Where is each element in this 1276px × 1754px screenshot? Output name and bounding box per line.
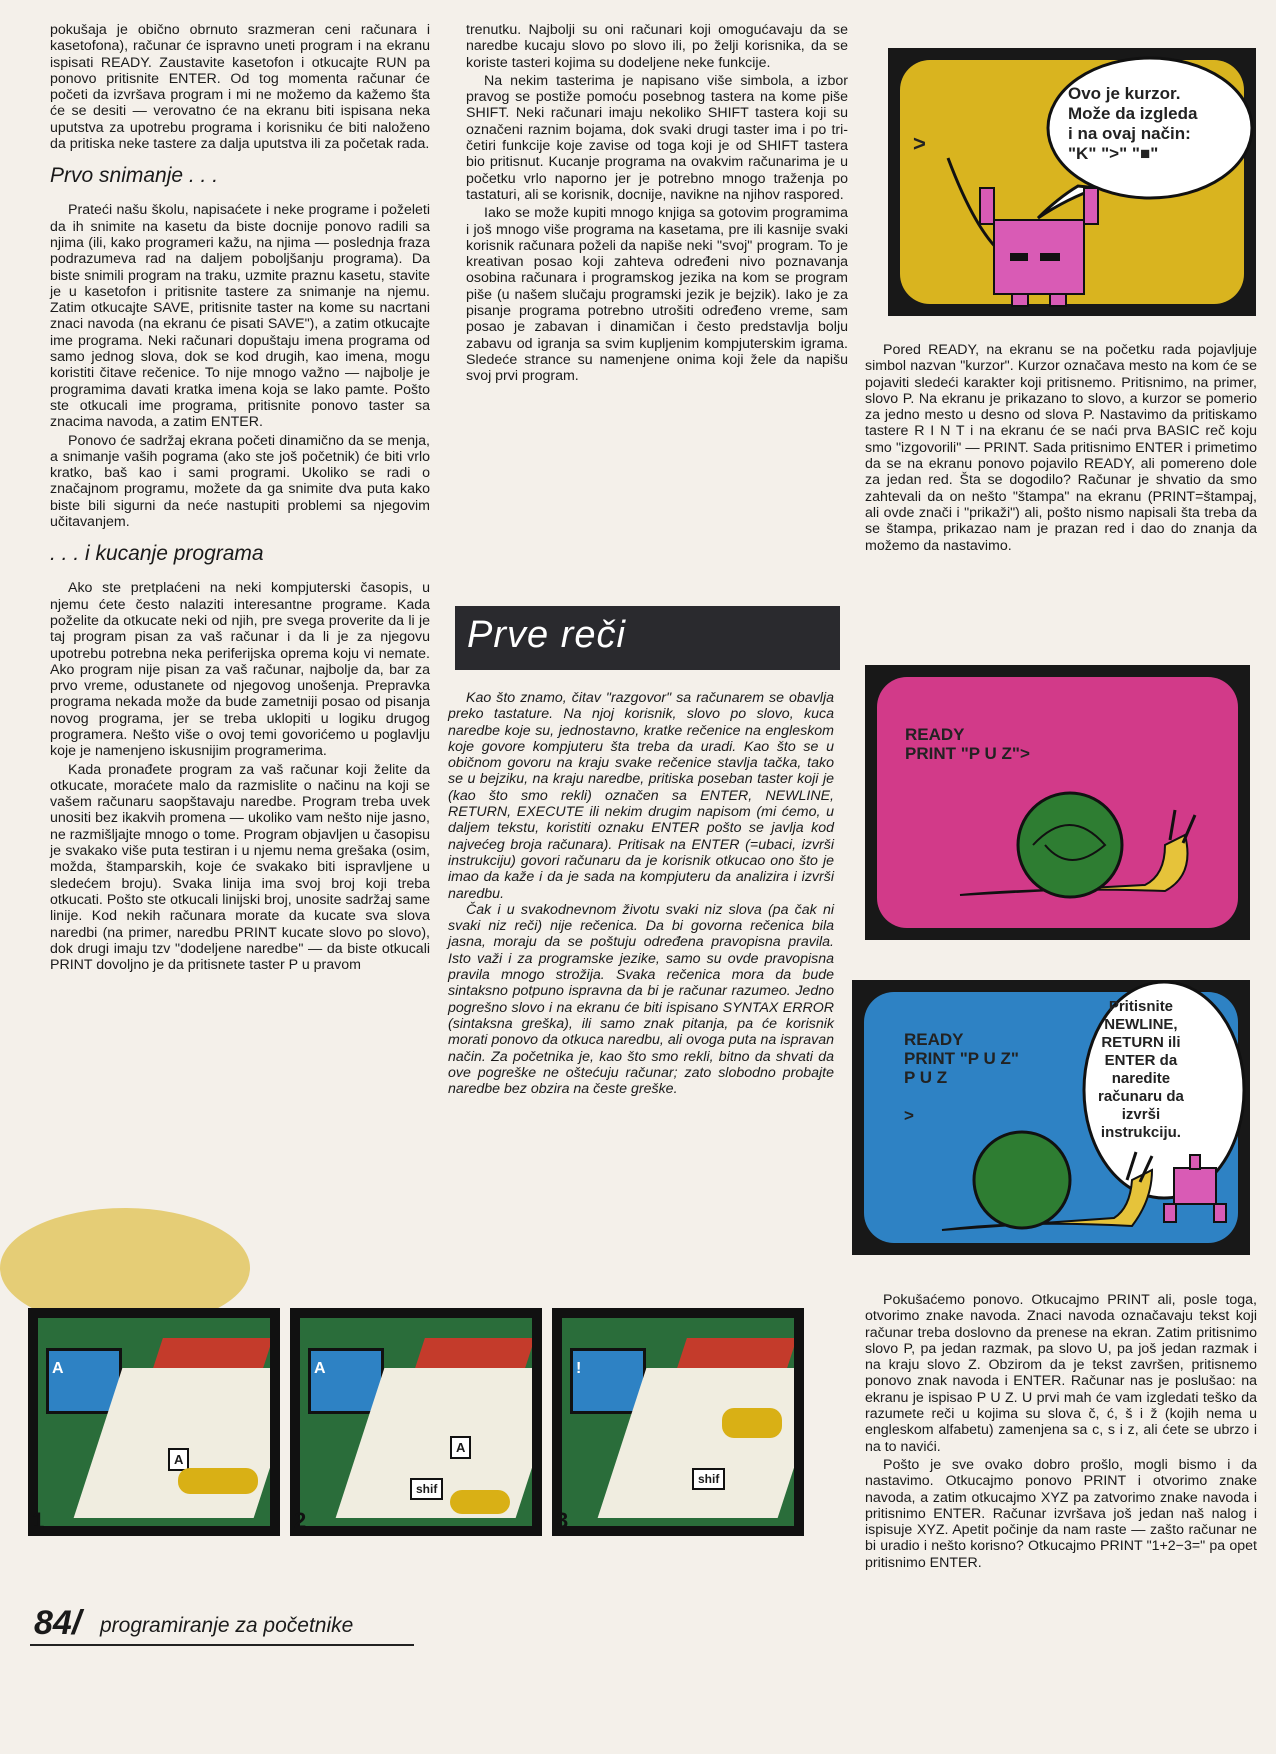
page-footer <box>30 1604 414 1646</box>
running-title: programiranje za početnike <box>100 1614 354 1637</box>
paragraph: Pokušaćemo ponovo. Otkucajmo PRINT ali, posle toga, otvorimo znake navoda. Znaci navoda označavaju tekst koji računar treba doslovno da prenese na ekran. Zatim pritisnimo slovo P, pa jedan razmak, pa slovo U, pa još jedan razmak i na kraju slovo Z. Obzirom da je tekst završen, pritisnemo ponovo znak navoda i ENTER. Računar nas je poslušao: na ekranu je ispisao P U Z. U prvi mah će vam izgledati teško da razumete reči u kojima su slova č, ć, š i ž (kojih nema u engleskom alfabetu) zamenjena sa c, s i z, ali ćete se ubrzo i na to navići. <box>865 1292 1257 1455</box>
section-intro <box>448 690 834 1097</box>
step-number: 2 <box>294 1508 307 1533</box>
paragraph: Prateći našu školu, napisaćete i neke programe i poželeti da ih snimite na kasetu da biste docnije ponovo radili sa njima (ili, kako programeri kažu, na njima — poslednja fraza podrazumeva rad na daljem poboljšanju programa). Da biste snimili program na traku, uzmite praznu kasetu, stavite je u kasetofon i pritisnite tastere za snimanje na njemu. Zatim otkucajte SAVE, pritisnite taster na kome su nacrtani znaci navoda (na ekranu će pisati SAVE"), a zatim otkucajte ime programa. Neki računari dopuštaju imena programa od samo jednog slova, dok se kod drugih, kao imena, mogu koristiti čitave rečenice. To nije mnogo važno — najbolje je programima davati kratka imena koja se lako pamte. Pošto ste otkucali ime programa, pritisnite ponovo taster sa znacima navoda, a zatim ENTER. <box>50 202 430 431</box>
illustration-cursor <box>888 48 1256 316</box>
screen-char: A <box>314 1360 326 1377</box>
paragraph: Pored READY, na ekranu se na početku rada pojavljuje simbol nazvan "kurzor". Kurzor označava mesto na kom će se pojaviti sledeći karakter koji pritisnemo. Pritisnimo, na primer, slovo P. Na ekranu je prikazano to slovo, a kurzor se pomerio za jedno mesto u desno od slova P. Nastavimo da pritiskamo tastere R I N T i na ekranu će se naći prva BASIC reč koju smo "izgovorili" — PRINT. Sada pritisnimo ENTER i primetimo da se na ekranu ponovo pojavilo READY, ali pomereno dole za jedan red. Šta se dogodilo? Računar je shvatio da smo zahtevali da on nešto "štampa" na ekranu (PRINT=štampaj, ali ovde znači i "prikaži") ali, pošto nismo napisali šta treba da se štampa, prikazao nam je prazan red i dao do znanja da možemo da nastavimo. <box>865 342 1257 554</box>
illustration-screen-print <box>865 665 1250 940</box>
key-shift: shif <box>410 1478 443 1500</box>
paragraph: Kada pronađete program za vaš računar koji želite da otkucate, moraćete malo da razmislite o načinu na koji se vašem računaru saopštavaju naredbe. Program treba uvek unositi bez ikakvih promena — ukoliko vam nešto nije jasno, ne razmišljajte mnogo o tome. Program objavljen u časopisu je svakako više puta testiran i u njemu nema grešaka (osim, možda, štamparskih, koje će svakako biti ispravljene u sledećem broju). Svaka linija ima svoj broj koji treba otkucati. Pošto ste otkucali linijski broj, unosite sadržaj same linije. Kod nekih računara morate da kucate sva slova naredbi (na primer, naredbu PRINT kucate slovo po slovo), dok drugi imaju tzv "dodeljene naredbe" — da biste otkucali PRINT dovoljno je da pritisnete taster P u pravom <box>50 761 430 974</box>
paragraph: Kao što znamo, čitav "razgovor" sa računarem se obavlja preko tastature. Na njoj korisnik, slovo po slovo, kuca naredbe koje su, jednostavno, kratke rečenice na engleskom koje govore kompjuteru šta treba da uradi. Kao što se u običnom govoru na kraju svake rečenice stavlja tačka, tako se u bejziku, na kraju naredbe, pritiska poseban taster koji je (kao što smo rekli) označen sa ENTER, NEWLINE, RETURN, EXECUTE ili nekim drugim napisom (mi ćemo, u daljem tekstu, koristiti oznaku ENTER pošto se javlja kod najvećeg broja računara). Pritisak na ENTER (=ubaci, izvrši instrukciju) govori računaru da je korisnik otkucao ono što je imao da kaže i da je sada na kompjuteru da analizira i izvrši naredbu. <box>448 690 834 902</box>
screen-text: READY PRINT "P U Z"> <box>905 725 1030 763</box>
illustration-screen-output <box>852 980 1250 1255</box>
article-column-3 <box>865 342 1257 556</box>
article-column-1 <box>50 22 430 975</box>
step-number: 3 <box>556 1508 569 1533</box>
key-shift: shif <box>692 1468 725 1490</box>
paragraph: Pošto je sve ovako dobro prošlo, mogli bismo i da nastavimo. Otkucajmo ponovo PRINT i otvorimo znake navoda, a zatim otkucajmo XYZ pa zatvorimo znake navoda i pritisnimo ENTER. Računar izvršava još jedan naš nalog i ispisuje XYZ. Apetit počinje da nam raste — zašto računar ne bi uradio i nešto korisno? Otkucajmo PRINT "1+2−3=" pa opet pritisnimo ENTER. <box>865 1456 1257 1571</box>
paragraph: Na nekim tasterima je napisano više simbola, a izbor pravog se postiže pomoću posebnog tastera na kome piše SHIFT. Neki računari imaju nekoliko SHIFT tastera koji su označeni raznim bojama, dok svaki drugi taster ima i po tri-četiri funkcije koje zavise od toga koji je od SHIFT tastera bio pritisnut. Kucanje programa na ovakvim računarima je u početku vrlo naporno jer je potrebno mnogo traženja po tastaturi, ali se korisnik, docnije, navikne na njihov raspored. <box>466 72 848 203</box>
paragraph: Ponovo će sadržaj ekrana početi dinamično da se menja, a snimanje vaših pograma (ako ste još početnik) će biti vrlo kratko, baš kao i sami programi. Ukoliko se radi o značajnom programu, možete da ga snimite dva puta kako biste bili sigurni da neće nastupiti problemi sa njegovim učitavanjem. <box>50 432 430 531</box>
key-a: A <box>168 1448 189 1471</box>
screen-text: READY PRINT "P U Z" P U Z > <box>904 1030 1019 1125</box>
paragraph: Ako ste pretplaćeni na neki kompjuterski časopis, u njemu ćete često nalaziti interesantne programe. Kada poželite da otkucate neki od njih, pre svega proverite da li je taj program pisan za vaš računar i da li je za njegovu upotrebu potrebna neka periferijska oprema koju vi nemate. Ako program nije pisan za vaš računar, najbolje da, bar za prvo vreme, odustanete od njegovog unošenja. Prepravka programa nekada može da bude zametniji posao od pisanja novog programa, jer se treba uklopiti u logiku drugog programera. Nešto više o ovoj temi govorićemo u poglavlju koje je namenjeno iskusnijim programerima. <box>50 580 430 760</box>
subheading-kucanje-programa: . . . i kucanje programa <box>50 542 264 566</box>
section-title: Prve reči <box>467 614 626 656</box>
snail-illustration <box>865 665 1250 940</box>
section-banner <box>455 606 840 670</box>
article-column-2 <box>466 22 848 387</box>
cursor-speech-bubble: Ovo je kurzor. Može da izgleda i na ovaj način: "K" ">" "■" <box>1068 84 1198 163</box>
subheading-prvo-snimanje: Prvo snimanje . . . <box>50 164 219 188</box>
page-number: 84/ <box>34 1604 82 1642</box>
step-number: 1 <box>32 1508 45 1533</box>
article-column-4 <box>865 1292 1257 1573</box>
paragraph: pokušaja je obično obrnuto srazmeran ceni računara i kasetofona), računar će ispravno uneti program i na ekranu ispisati READY. Zaustavite kasetofon i otkucajte RUN pa ponovo pritisnite ENTER. Od tog momenta računar će početi da izvršava program i mi ne možemo da kažemo šta će se desiti — verovatno će na ekranu biti ispisana neka uputstva za upotrebu programa i korisniku će biti naloženo da pritiska neke tastere za dalja uputstva ili za početak rada. <box>50 22 430 153</box>
paragraph: Iako se može kupiti mnogo knjiga sa gotovim programima i još mnogo više programa na kasetama, pre ili kasnije svaki korisnik računara poželi da napiše neki "svoj" program. To je kreativan posao koji zahteva određeni nivo poznavanja osobina računara i programskog jezika na kom se program piše (u našem slučaju programski jezik je bejzik). Iako je za pisanje programa potrebno utrošiti određeno vreme, sam posao je zabavan i dinamičan i često predstavlja bolju zabavu od igranja sa svim kupljenim kompjuterskim igrama. Sledeće strance su namenjene onima koji žele da napišu svoj prvi program. <box>466 205 848 385</box>
paragraph: trenutku. Najbolji su oni računari koji omogućavaju da se naredbe kucaju slovo po slovo ili, po želji korisnika, da se koriste tasteri kojima su dodeljene neke funkcije. <box>466 22 848 71</box>
keyboard-panel-2 <box>290 1308 542 1536</box>
screen-prompt: > <box>913 131 926 156</box>
key-a: A <box>450 1436 471 1459</box>
screen-char: ! <box>576 1360 582 1377</box>
paragraph: Čak i u svakodnevnom životu svaki niz slova (pa čak ni svaki niz reči) nije rečenica. Da bi govorna rečenica bila jasna, moraju da se poštuju određena pravopisna pravila. Isto važi i za programske jezike, samo su ovde pravopisna pravila mnogo strožija. Svaka rečenica mora da bude sintaksno potpuno ispravna da bi je računar razumeo. Jedno pogrešno slovo i na ekranu će biti ispisano SYNTAX ERROR (sintaksna greška), ili samo znak pitanja, pa će korisnik morati ponovo da otkuca naredbu, ali ovoga puta na ispravan način. Za početnika je, kao što smo rekli, bitno da shvati da ove pogreške ne oštećuju računar; zato slobodno probajte naredbe bez obzira na česte greške. <box>448 901 834 1098</box>
screen-char: A <box>52 1360 64 1377</box>
keyboard-panel-1 <box>28 1308 280 1536</box>
keyboard-panel-3 <box>552 1308 804 1536</box>
enter-speech-bubble: Pritisnite NEWLINE, RETURN ili ENTER da naredite računaru da izvrši instrukciju. <box>1098 998 1184 1141</box>
